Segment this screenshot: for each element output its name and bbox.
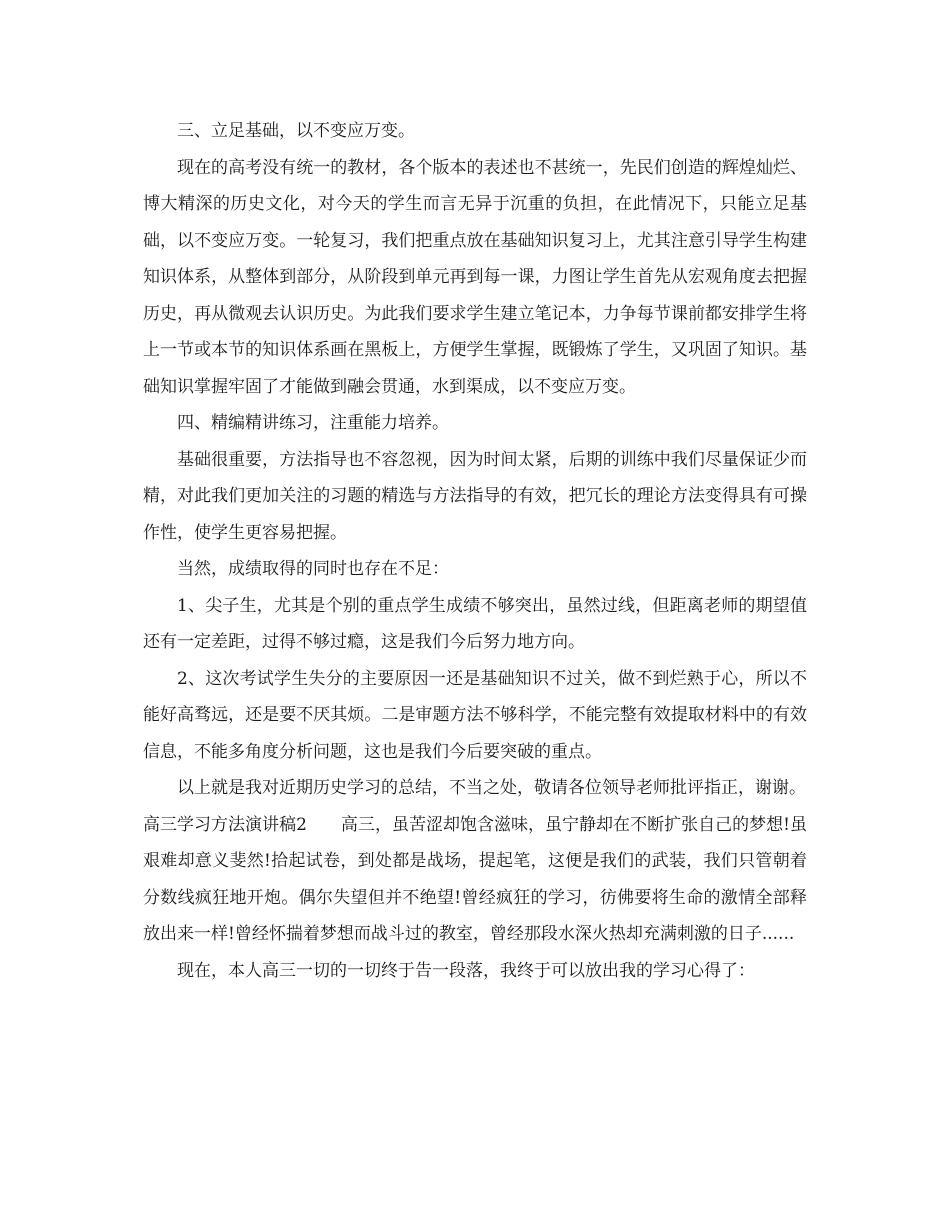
section-heading-3: 三、立足基础，以不变应万变。 [177,121,415,141]
section-heading-4: 四、精编精讲练习，注重能力培养。 [177,413,449,433]
document-body [143,113,807,989]
body-paragraph: 以上就是我对近期历史学习的总结，不当之处，敬请各位领导老师批评指正，谢谢。 [177,778,806,798]
body-paragraph: 现在的高考没有统一的教材，各个版本的表述也不甚统一，先民们创造的辉煌灿烂、博大精深的历史文化，对今天的学生而言无异于沉重的负担，在此情况下，只能立足基础，以不变应万变。一轮复习，我们把重点放在基础知识复习上，尤其注意引导学生构建知识体系，从整体到部分，从阶段到单元再到每一课，力图让学生首先从宏观角度去把握历史，再从微观去认识历史。为此我们要求学生建立笔记本，力争每节课前都安排学生将上一节或本节的知识体系画在黑板上，方便学生掌握，既锻炼了学生，又巩固了知识。基础知识掌握牢固了才能做到融会贯通，水到渠成，以不变应万变。 [143,157,807,397]
body-paragraph: 当然，成绩取得的同时也存在不足： [177,559,449,579]
speech-title-paragraph: 高三学习方法演讲稿2 高三，虽苦涩却饱含滋味，虽宁静却在不断扩张自己的梦想!虽艰难却意义斐然!拾起试卷，到处都是战场，提起笔，这便是我们的武装，我们只管朝着分数线疯狂地开炮。偶尔失望但并不绝望!曾经疯狂的学习，彷佛要将生命的激情全部释放出来一样!曾经怀揣着梦想而战斗过的教室，曾经那段水深火热却充满刺激的日子...... [143,814,807,944]
body-paragraph: 现在，本人高三一切的一切终于告一段落，我终于可以放出我的学习心得了： [177,960,755,981]
list-item: 2、这次考试学生失分的主要原因一还是基础知识不过关，做不到烂熟于心，所以不能好高骛远，还是要不厌其烦。二是审题方法不够科学，不能完整有效提取材料中的有效信息，不能多角度分析问题，这也是我们今后要突破的重点。 [143,668,807,762]
list-item: 1、尖子生，尤其是个别的重点学生成绩不够突出，虽然过线，但距离老师的期望值还有一定差距，过得不够过瘾，这是我们今后努力地方向。 [143,595,807,652]
body-paragraph: 基础很重要，方法指导也不容忽视，因为时间太紧，后期的训练中我们尽量保证少而精，对此我们更加关注的习题的精选与方法指导的有效，把冗长的理论方法变得具有可操作性，使学生更容易把握。 [143,449,807,543]
